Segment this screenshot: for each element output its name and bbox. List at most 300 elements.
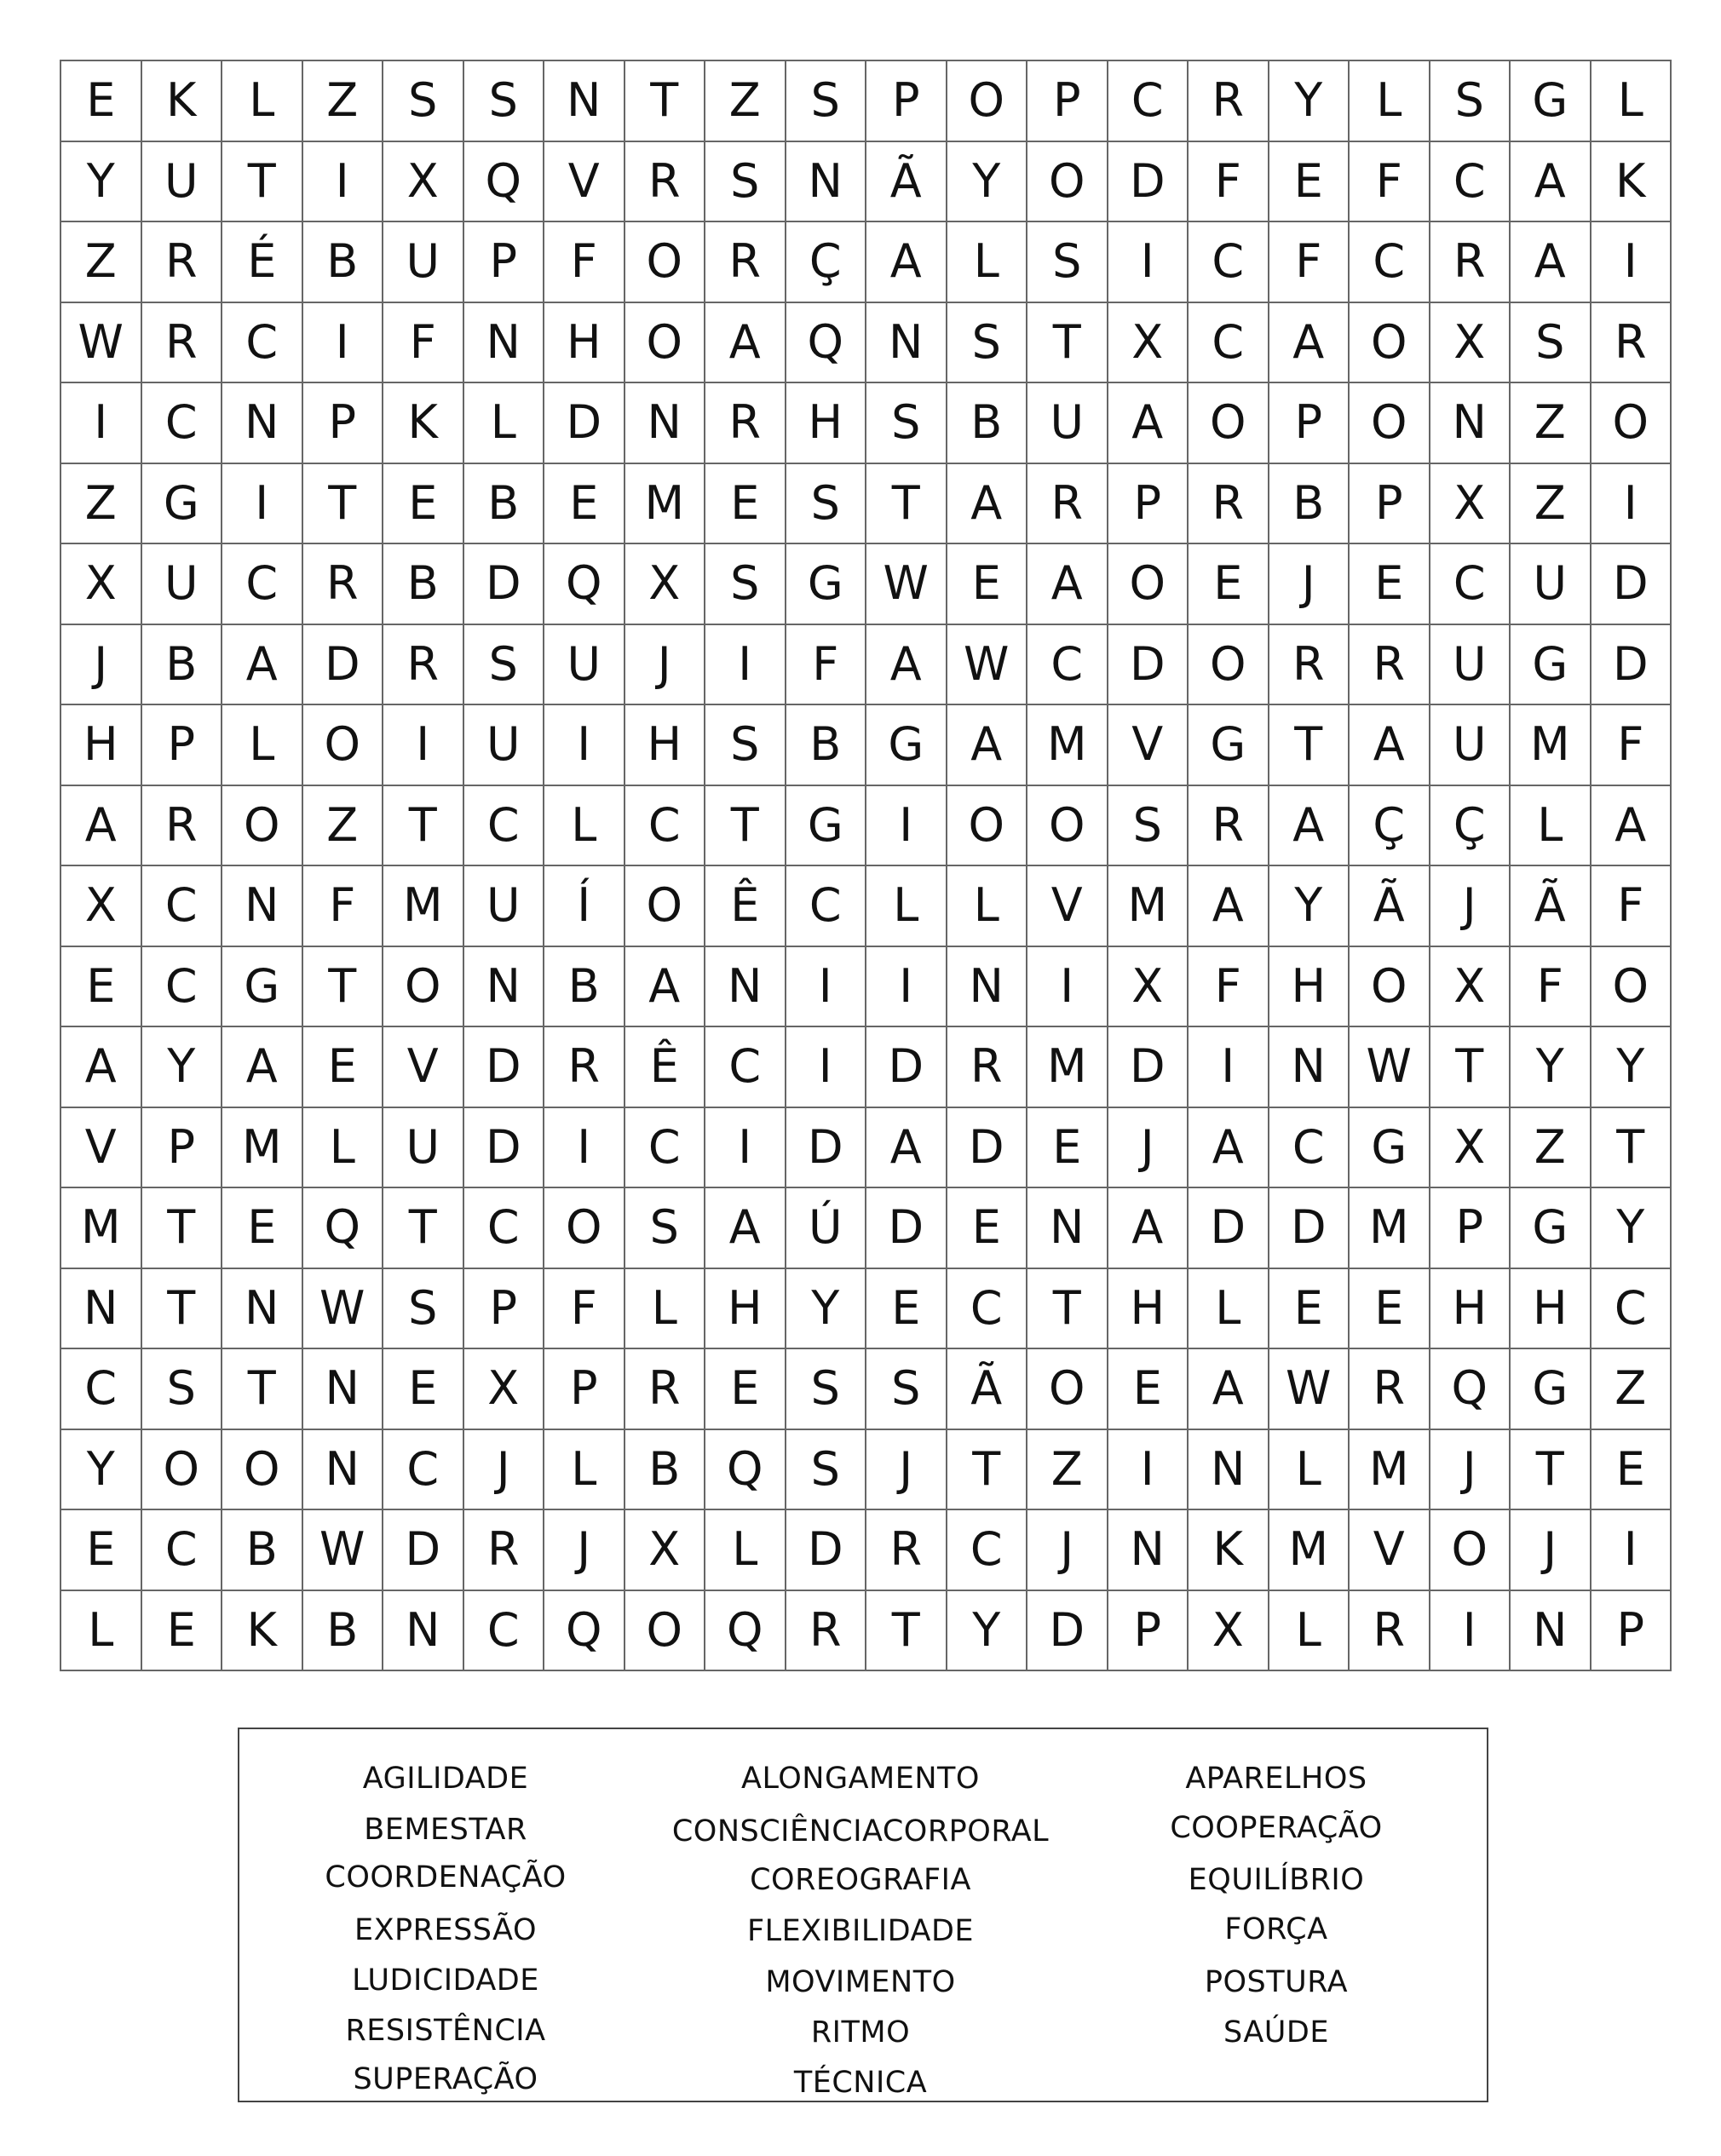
grid-cell[interactable]: Y xyxy=(1269,866,1350,947)
grid-cell[interactable]: D xyxy=(1269,1188,1350,1269)
grid-cell[interactable]: R xyxy=(705,222,786,303)
grid-cell[interactable]: S xyxy=(464,625,545,706)
grid-cell[interactable]: C xyxy=(1350,222,1430,303)
grid-cell[interactable]: D xyxy=(1591,544,1672,625)
grid-cell[interactable]: U xyxy=(142,544,223,625)
grid-cell[interactable]: O xyxy=(1189,625,1269,706)
grid-cell[interactable]: E xyxy=(222,1188,303,1269)
grid-cell[interactable]: L xyxy=(1511,786,1591,867)
grid-cell[interactable]: F xyxy=(383,303,464,384)
grid-cell[interactable]: E xyxy=(947,1188,1028,1269)
grid-cell[interactable]: X xyxy=(464,1349,545,1430)
grid-cell[interactable]: T xyxy=(1591,1108,1672,1189)
grid-cell[interactable]: K xyxy=(142,61,223,142)
grid-cell[interactable]: A xyxy=(1027,544,1108,625)
grid-cell[interactable]: V xyxy=(544,142,625,223)
grid-cell[interactable]: O xyxy=(1189,383,1269,464)
grid-cell[interactable]: J xyxy=(1108,1108,1189,1189)
grid-cell[interactable]: E xyxy=(705,1349,786,1430)
grid-cell[interactable]: S xyxy=(705,705,786,786)
grid-cell[interactable]: S xyxy=(142,1349,223,1430)
grid-cell[interactable]: S xyxy=(1511,303,1591,384)
grid-cell[interactable]: L xyxy=(866,866,947,947)
grid-cell[interactable]: S xyxy=(866,1349,947,1430)
grid-cell[interactable]: R xyxy=(625,142,706,223)
grid-cell[interactable]: R xyxy=(142,786,223,867)
grid-cell[interactable]: O xyxy=(1027,142,1108,223)
grid-cell[interactable]: N xyxy=(1027,1188,1108,1269)
grid-cell[interactable]: I xyxy=(1591,1510,1672,1591)
grid-cell[interactable]: N xyxy=(866,303,947,384)
grid-cell[interactable]: T xyxy=(1027,1269,1108,1350)
grid-cell[interactable]: O xyxy=(544,1188,625,1269)
grid-cell[interactable]: Ê xyxy=(625,1027,706,1108)
grid-cell[interactable]: A xyxy=(947,464,1028,545)
grid-cell[interactable]: O xyxy=(222,786,303,867)
grid-cell[interactable]: Q xyxy=(544,544,625,625)
grid-cell[interactable]: X xyxy=(1430,303,1511,384)
grid-cell[interactable]: A xyxy=(705,303,786,384)
grid-cell[interactable]: T xyxy=(1027,303,1108,384)
grid-cell[interactable]: O xyxy=(625,222,706,303)
grid-cell[interactable]: P xyxy=(464,1269,545,1350)
grid-cell[interactable]: N xyxy=(1430,383,1511,464)
grid-cell[interactable]: D xyxy=(947,1108,1028,1189)
grid-cell[interactable]: Y xyxy=(142,1027,223,1108)
grid-cell[interactable]: T xyxy=(222,1349,303,1430)
grid-cell[interactable]: Q xyxy=(464,142,545,223)
grid-cell[interactable]: M xyxy=(625,464,706,545)
grid-cell[interactable]: D xyxy=(866,1188,947,1269)
grid-cell[interactable]: O xyxy=(383,947,464,1028)
grid-cell[interactable]: Q xyxy=(705,1430,786,1511)
grid-cell[interactable]: G xyxy=(1189,705,1269,786)
grid-cell[interactable]: T xyxy=(866,464,947,545)
grid-cell[interactable]: J xyxy=(866,1430,947,1511)
grid-cell[interactable]: R xyxy=(1350,1591,1430,1672)
grid-cell[interactable]: Y xyxy=(947,1591,1028,1672)
grid-cell[interactable]: W xyxy=(866,544,947,625)
grid-cell[interactable]: S xyxy=(464,61,545,142)
grid-cell[interactable]: W xyxy=(303,1510,384,1591)
grid-cell[interactable]: F xyxy=(303,866,384,947)
grid-cell[interactable]: C xyxy=(464,786,545,867)
grid-cell[interactable]: S xyxy=(705,544,786,625)
grid-cell[interactable]: O xyxy=(1027,1349,1108,1430)
grid-cell[interactable]: D xyxy=(1108,625,1189,706)
grid-cell[interactable]: G xyxy=(866,705,947,786)
grid-cell[interactable]: N xyxy=(1511,1591,1591,1672)
grid-cell[interactable]: U xyxy=(544,625,625,706)
grid-cell[interactable]: P xyxy=(866,61,947,142)
grid-cell[interactable]: J xyxy=(61,625,142,706)
grid-cell[interactable]: F xyxy=(544,1269,625,1350)
grid-cell[interactable]: E xyxy=(1108,1349,1189,1430)
grid-cell[interactable]: O xyxy=(1350,303,1430,384)
grid-cell[interactable]: Q xyxy=(1430,1349,1511,1430)
grid-cell[interactable]: O xyxy=(625,866,706,947)
grid-cell[interactable]: X xyxy=(61,866,142,947)
grid-cell[interactable]: E xyxy=(61,947,142,1028)
grid-cell[interactable]: P xyxy=(1027,61,1108,142)
grid-cell[interactable]: Z xyxy=(61,464,142,545)
grid-cell[interactable]: E xyxy=(1269,1269,1350,1350)
grid-cell[interactable]: T xyxy=(1430,1027,1511,1108)
grid-cell[interactable]: J xyxy=(1511,1510,1591,1591)
grid-cell[interactable]: S xyxy=(786,1430,867,1511)
grid-cell[interactable]: Z xyxy=(1027,1430,1108,1511)
grid-cell[interactable]: N xyxy=(625,383,706,464)
grid-cell[interactable]: A xyxy=(1269,303,1350,384)
grid-cell[interactable]: G xyxy=(142,464,223,545)
grid-cell[interactable]: D xyxy=(383,1510,464,1591)
grid-cell[interactable]: N xyxy=(947,947,1028,1028)
grid-cell[interactable]: S xyxy=(866,383,947,464)
grid-cell[interactable]: E xyxy=(1269,142,1350,223)
grid-cell[interactable]: Y xyxy=(61,142,142,223)
grid-cell[interactable]: I xyxy=(61,383,142,464)
grid-cell[interactable]: Ã xyxy=(1350,866,1430,947)
grid-cell[interactable]: J xyxy=(1430,866,1511,947)
grid-cell[interactable]: P xyxy=(1108,1591,1189,1672)
grid-cell[interactable]: J xyxy=(1027,1510,1108,1591)
grid-cell[interactable]: K xyxy=(1189,1510,1269,1591)
grid-cell[interactable]: J xyxy=(464,1430,545,1511)
grid-cell[interactable]: V xyxy=(1027,866,1108,947)
grid-cell[interactable]: R xyxy=(544,1027,625,1108)
grid-cell[interactable]: C xyxy=(464,1591,545,1672)
grid-cell[interactable]: O xyxy=(1108,544,1189,625)
grid-cell[interactable]: E xyxy=(1027,1108,1108,1189)
grid-cell[interactable]: Z xyxy=(1511,1108,1591,1189)
grid-cell[interactable]: N xyxy=(1269,1027,1350,1108)
grid-cell[interactable]: R xyxy=(303,544,384,625)
grid-cell[interactable]: G xyxy=(786,786,867,867)
grid-cell[interactable]: O xyxy=(1350,383,1430,464)
grid-cell[interactable]: D xyxy=(1591,625,1672,706)
grid-cell[interactable]: N xyxy=(786,142,867,223)
grid-cell[interactable]: Y xyxy=(1511,1027,1591,1108)
grid-cell[interactable]: B xyxy=(786,705,867,786)
grid-cell[interactable]: N xyxy=(61,1269,142,1350)
grid-cell[interactable]: M xyxy=(1027,1027,1108,1108)
grid-cell[interactable]: N xyxy=(464,947,545,1028)
grid-cell[interactable]: A xyxy=(1350,705,1430,786)
grid-cell[interactable]: C xyxy=(1189,222,1269,303)
grid-cell[interactable]: F xyxy=(786,625,867,706)
grid-cell[interactable]: Z xyxy=(303,786,384,867)
grid-cell[interactable]: E xyxy=(142,1591,223,1672)
grid-cell[interactable]: J xyxy=(1269,544,1350,625)
grid-cell[interactable]: A xyxy=(866,625,947,706)
grid-cell[interactable]: A xyxy=(1108,383,1189,464)
grid-cell[interactable]: Q xyxy=(705,1591,786,1672)
grid-cell[interactable]: S xyxy=(786,61,867,142)
grid-cell[interactable]: J xyxy=(1430,1430,1511,1511)
grid-cell[interactable]: L xyxy=(222,61,303,142)
grid-cell[interactable]: Ú xyxy=(786,1188,867,1269)
grid-cell[interactable]: O xyxy=(1350,947,1430,1028)
grid-cell[interactable]: C xyxy=(705,1027,786,1108)
grid-cell[interactable]: B xyxy=(383,544,464,625)
grid-cell[interactable]: Í xyxy=(544,866,625,947)
grid-cell[interactable]: F xyxy=(1189,142,1269,223)
grid-cell[interactable]: X xyxy=(1108,947,1189,1028)
grid-cell[interactable]: T xyxy=(705,786,786,867)
grid-cell[interactable]: B xyxy=(303,222,384,303)
grid-cell[interactable]: R xyxy=(705,383,786,464)
grid-cell[interactable]: R xyxy=(625,1349,706,1430)
grid-cell[interactable]: N xyxy=(705,947,786,1028)
grid-cell[interactable]: N xyxy=(544,61,625,142)
grid-cell[interactable]: H xyxy=(1108,1269,1189,1350)
grid-cell[interactable]: S xyxy=(383,61,464,142)
grid-cell[interactable]: M xyxy=(1350,1188,1430,1269)
grid-cell[interactable]: I xyxy=(544,705,625,786)
grid-cell[interactable]: E xyxy=(1350,544,1430,625)
grid-cell[interactable]: C xyxy=(1027,625,1108,706)
grid-cell[interactable]: I xyxy=(1591,222,1672,303)
grid-cell[interactable]: W xyxy=(61,303,142,384)
grid-cell[interactable]: N xyxy=(222,1269,303,1350)
grid-cell[interactable]: T xyxy=(303,464,384,545)
grid-cell[interactable]: T xyxy=(1269,705,1350,786)
grid-cell[interactable]: B xyxy=(544,947,625,1028)
grid-cell[interactable]: I xyxy=(786,1027,867,1108)
grid-cell[interactable]: L xyxy=(705,1510,786,1591)
grid-cell[interactable]: X xyxy=(383,142,464,223)
grid-cell[interactable]: L xyxy=(625,1269,706,1350)
grid-cell[interactable]: G xyxy=(1350,1108,1430,1189)
grid-cell[interactable]: W xyxy=(1269,1349,1350,1430)
grid-cell[interactable]: V xyxy=(61,1108,142,1189)
grid-cell[interactable]: P xyxy=(142,705,223,786)
grid-cell[interactable]: R xyxy=(383,625,464,706)
grid-cell[interactable]: X xyxy=(1430,464,1511,545)
grid-cell[interactable]: C xyxy=(142,1510,223,1591)
grid-cell[interactable]: T xyxy=(383,786,464,867)
grid-cell[interactable]: I xyxy=(222,464,303,545)
grid-cell[interactable]: A xyxy=(866,222,947,303)
grid-cell[interactable]: O xyxy=(625,1591,706,1672)
grid-cell[interactable]: R xyxy=(786,1591,867,1672)
grid-cell[interactable]: X xyxy=(625,1510,706,1591)
grid-cell[interactable]: V xyxy=(1350,1510,1430,1591)
grid-cell[interactable]: R xyxy=(142,222,223,303)
grid-cell[interactable]: D xyxy=(303,625,384,706)
grid-cell[interactable]: L xyxy=(1591,61,1672,142)
grid-cell[interactable]: I xyxy=(1591,464,1672,545)
grid-cell[interactable]: Ç xyxy=(1430,786,1511,867)
grid-cell[interactable]: C xyxy=(142,383,223,464)
grid-cell[interactable]: E xyxy=(61,61,142,142)
grid-cell[interactable]: L xyxy=(61,1591,142,1672)
grid-cell[interactable]: U xyxy=(1027,383,1108,464)
grid-cell[interactable]: F xyxy=(544,222,625,303)
grid-cell[interactable]: F xyxy=(1591,705,1672,786)
grid-cell[interactable]: E xyxy=(303,1027,384,1108)
grid-cell[interactable]: A xyxy=(866,1108,947,1189)
grid-cell[interactable]: S xyxy=(947,303,1028,384)
grid-cell[interactable]: I xyxy=(705,625,786,706)
grid-cell[interactable]: U xyxy=(1430,705,1511,786)
grid-cell[interactable]: S xyxy=(1027,222,1108,303)
grid-cell[interactable]: A xyxy=(222,1027,303,1108)
grid-cell[interactable]: V xyxy=(383,1027,464,1108)
grid-cell[interactable]: Ç xyxy=(1350,786,1430,867)
grid-cell[interactable]: H xyxy=(625,705,706,786)
grid-cell[interactable]: N xyxy=(303,1349,384,1430)
grid-cell[interactable]: B xyxy=(464,464,545,545)
grid-cell[interactable]: I xyxy=(303,142,384,223)
grid-cell[interactable]: C xyxy=(625,786,706,867)
grid-cell[interactable]: U xyxy=(1511,544,1591,625)
grid-cell[interactable]: I xyxy=(383,705,464,786)
grid-cell[interactable]: P xyxy=(142,1108,223,1189)
grid-cell[interactable]: A xyxy=(222,625,303,706)
grid-cell[interactable]: J xyxy=(544,1510,625,1591)
grid-cell[interactable]: Ç xyxy=(786,222,867,303)
grid-cell[interactable]: X xyxy=(1108,303,1189,384)
grid-cell[interactable]: Z xyxy=(705,61,786,142)
grid-cell[interactable]: A xyxy=(1189,1349,1269,1430)
grid-cell[interactable]: U xyxy=(383,1108,464,1189)
grid-cell[interactable]: C xyxy=(786,866,867,947)
grid-cell[interactable]: A xyxy=(1269,786,1350,867)
grid-cell[interactable]: A xyxy=(947,705,1028,786)
grid-cell[interactable]: J xyxy=(625,625,706,706)
grid-cell[interactable]: M xyxy=(1350,1430,1430,1511)
grid-cell[interactable]: Y xyxy=(1591,1188,1672,1269)
grid-cell[interactable]: Z xyxy=(1591,1349,1672,1430)
grid-cell[interactable]: P xyxy=(464,222,545,303)
grid-cell[interactable]: H xyxy=(61,705,142,786)
grid-cell[interactable]: A xyxy=(1189,1108,1269,1189)
grid-cell[interactable]: X xyxy=(1189,1591,1269,1672)
grid-cell[interactable]: I xyxy=(1027,947,1108,1028)
grid-cell[interactable]: L xyxy=(222,705,303,786)
grid-cell[interactable]: O xyxy=(947,786,1028,867)
grid-cell[interactable]: A xyxy=(1511,222,1591,303)
grid-cell[interactable]: G xyxy=(1511,625,1591,706)
grid-cell[interactable]: A xyxy=(61,786,142,867)
grid-cell[interactable]: C xyxy=(947,1269,1028,1350)
grid-cell[interactable]: U xyxy=(142,142,223,223)
grid-cell[interactable]: G xyxy=(222,947,303,1028)
grid-cell[interactable]: Z xyxy=(1511,464,1591,545)
grid-cell[interactable]: T xyxy=(303,947,384,1028)
grid-cell[interactable]: T xyxy=(383,1188,464,1269)
grid-cell[interactable]: F xyxy=(1350,142,1430,223)
grid-cell[interactable]: C xyxy=(1430,142,1511,223)
grid-cell[interactable]: B xyxy=(303,1591,384,1672)
grid-cell[interactable]: F xyxy=(1591,866,1672,947)
grid-cell[interactable]: E xyxy=(1189,544,1269,625)
grid-cell[interactable]: F xyxy=(1511,947,1591,1028)
grid-cell[interactable]: D xyxy=(1108,1027,1189,1108)
grid-cell[interactable]: R xyxy=(1027,464,1108,545)
grid-cell[interactable]: P xyxy=(1591,1591,1672,1672)
grid-cell[interactable]: F xyxy=(1189,947,1269,1028)
grid-cell[interactable]: Ã xyxy=(866,142,947,223)
grid-cell[interactable]: K xyxy=(383,383,464,464)
grid-cell[interactable]: E xyxy=(383,464,464,545)
grid-cell[interactable]: P xyxy=(544,1349,625,1430)
grid-cell[interactable]: B xyxy=(625,1430,706,1511)
grid-cell[interactable]: E xyxy=(1591,1430,1672,1511)
grid-cell[interactable]: M xyxy=(383,866,464,947)
grid-cell[interactable]: L xyxy=(464,383,545,464)
grid-cell[interactable]: N xyxy=(303,1430,384,1511)
grid-cell[interactable]: O xyxy=(303,705,384,786)
grid-cell[interactable]: I xyxy=(1430,1591,1511,1672)
grid-cell[interactable]: C xyxy=(1189,303,1269,384)
grid-cell[interactable]: M xyxy=(61,1188,142,1269)
grid-cell[interactable]: E xyxy=(947,544,1028,625)
grid-cell[interactable]: Y xyxy=(61,1430,142,1511)
grid-cell[interactable]: Y xyxy=(947,142,1028,223)
grid-cell[interactable]: B xyxy=(1269,464,1350,545)
grid-cell[interactable]: D xyxy=(786,1510,867,1591)
grid-cell[interactable]: D xyxy=(464,1108,545,1189)
grid-cell[interactable]: S xyxy=(1430,61,1511,142)
grid-cell[interactable]: Ê xyxy=(705,866,786,947)
grid-cell[interactable]: G xyxy=(1511,1188,1591,1269)
grid-cell[interactable]: X xyxy=(1430,947,1511,1028)
grid-cell[interactable]: R xyxy=(1269,625,1350,706)
grid-cell[interactable]: Q xyxy=(786,303,867,384)
grid-cell[interactable]: H xyxy=(786,383,867,464)
grid-cell[interactable]: O xyxy=(947,61,1028,142)
grid-cell[interactable]: I xyxy=(1108,222,1189,303)
grid-cell[interactable]: C xyxy=(222,303,303,384)
grid-cell[interactable]: D xyxy=(866,1027,947,1108)
grid-cell[interactable]: T xyxy=(1511,1430,1591,1511)
grid-cell[interactable]: A xyxy=(1108,1188,1189,1269)
grid-cell[interactable]: S xyxy=(786,1349,867,1430)
grid-cell[interactable]: E xyxy=(61,1510,142,1591)
grid-cell[interactable]: W xyxy=(303,1269,384,1350)
grid-cell[interactable]: W xyxy=(1350,1027,1430,1108)
grid-cell[interactable]: H xyxy=(1511,1269,1591,1350)
grid-cell[interactable]: C xyxy=(142,866,223,947)
grid-cell[interactable]: R xyxy=(1591,303,1672,384)
grid-cell[interactable]: L xyxy=(1189,1269,1269,1350)
grid-cell[interactable]: E xyxy=(705,464,786,545)
grid-cell[interactable]: E xyxy=(1350,1269,1430,1350)
grid-cell[interactable]: L xyxy=(947,866,1028,947)
grid-cell[interactable]: A xyxy=(705,1188,786,1269)
grid-cell[interactable]: Z xyxy=(1511,383,1591,464)
grid-cell[interactable]: V xyxy=(1108,705,1189,786)
grid-cell[interactable]: B xyxy=(947,383,1028,464)
grid-cell[interactable]: O xyxy=(142,1430,223,1511)
grid-cell[interactable]: L xyxy=(544,1430,625,1511)
grid-cell[interactable]: L xyxy=(1350,61,1430,142)
grid-cell[interactable]: I xyxy=(786,947,867,1028)
grid-cell[interactable]: Ã xyxy=(947,1349,1028,1430)
grid-cell[interactable]: C xyxy=(625,1108,706,1189)
grid-cell[interactable]: P xyxy=(1108,464,1189,545)
grid-cell[interactable]: N xyxy=(464,303,545,384)
grid-cell[interactable]: X xyxy=(1430,1108,1511,1189)
grid-cell[interactable]: R xyxy=(1350,625,1430,706)
grid-cell[interactable]: G xyxy=(786,544,867,625)
grid-cell[interactable]: C xyxy=(61,1349,142,1430)
grid-cell[interactable]: R xyxy=(1189,61,1269,142)
grid-cell[interactable]: U xyxy=(464,705,545,786)
grid-cell[interactable]: H xyxy=(1430,1269,1511,1350)
